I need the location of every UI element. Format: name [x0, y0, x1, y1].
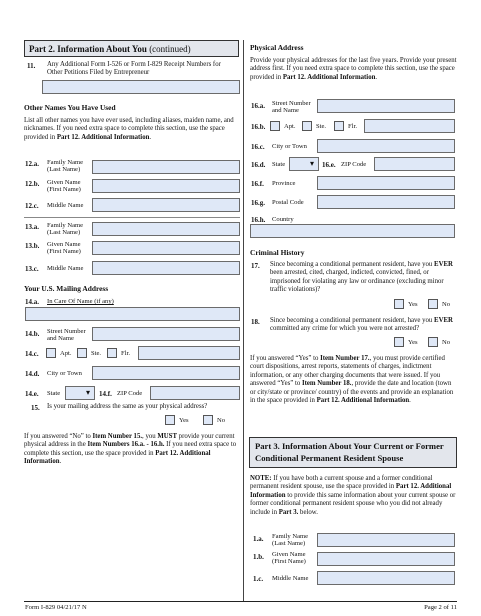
item16a-label: Street Number and Name [272, 100, 311, 114]
no-checkbox-17[interactable] [428, 299, 438, 309]
item14d-label: City or Town [47, 370, 82, 377]
no-label-18: No [442, 339, 451, 346]
item14b-label: Street Number and Name [47, 328, 86, 342]
zip-field-14f[interactable] [150, 386, 240, 400]
item16a-number: 16.a. [251, 102, 265, 110]
part3-header [249, 437, 457, 468]
part2-header [24, 40, 239, 57]
item14a-number: 14.a. [25, 298, 39, 306]
item11-label: Any Additional Form I-526 or Form I-829 Receipt Numbers for Other Petitions Filed by Entrepreneur [47, 61, 221, 77]
item11-receipt-field[interactable] [42, 80, 240, 94]
ste-checkbox-16b[interactable] [302, 121, 312, 131]
item1a-number: 1.a. [253, 535, 264, 543]
apt-label-16b: Apt. [284, 123, 296, 130]
item1b-number: 1.b. [253, 553, 264, 561]
form-identifier: Form I-829 04/21/17 N [25, 604, 87, 611]
item18-question: Since becoming a conditional permanent resident, have you EVER committed any crime for which you were not arrested? [270, 317, 453, 333]
family-name-field-12a[interactable] [92, 160, 240, 174]
item16d-number: 16.d. [251, 161, 266, 169]
item14e-number: 14.e. [25, 390, 39, 398]
yes-checkbox-17[interactable] [394, 299, 404, 309]
item16b-number: 16.b. [251, 123, 266, 131]
street-field-14b[interactable] [92, 327, 240, 341]
item13a-label: Family Name (Last Name) [47, 222, 84, 236]
part2-continued: (continued) [149, 44, 191, 54]
flr-checkbox-16b[interactable] [334, 121, 344, 131]
in-care-of-field[interactable] [25, 307, 240, 321]
item16c-number: 16.c. [251, 143, 265, 151]
page-number: Page 2 of 11 [424, 604, 457, 611]
item16e-number: 16.e. [322, 161, 336, 169]
given-name-field-12b[interactable] [92, 179, 240, 193]
flr-label-14c: Flr. [121, 350, 130, 357]
spouse-given-name-field[interactable] [317, 552, 455, 566]
country-field-16h[interactable] [250, 224, 455, 238]
item16g-number: 16.g. [251, 199, 265, 207]
item13b-number: 13.b. [25, 242, 40, 250]
item14f-number: 14.f. [99, 390, 112, 398]
family-name-field-13a[interactable] [92, 222, 240, 236]
criminal-history-instructions: If you answered “Yes” to Item Number 17., you must provide certified court dispositions, arrest reports, statements of charges, indictment information, or any other charging documents that were issued. If you answered “Yes” to Item Number 18., provide the date and location (town or city/state or province/ country) of the events and provide an explanation in the space provided in Part 12. Additional Information. [250, 355, 454, 405]
item17-number: 17. [251, 262, 260, 270]
flr-label-16b: Flr. [348, 123, 357, 130]
item16e-label: ZIP Code [341, 161, 367, 168]
item16f-number: 16.f. [251, 180, 264, 188]
ste-label-14c: Ste. [91, 350, 102, 357]
item14d-number: 14.d. [25, 370, 40, 378]
province-field-16f[interactable] [317, 176, 455, 190]
column-divider [243, 40, 244, 602]
city-field-14d[interactable] [92, 366, 240, 380]
item16d-label: State [272, 161, 286, 168]
item1c-number: 1.c. [253, 575, 264, 583]
yes-label-15: Yes [179, 417, 189, 424]
item13a-number: 13.a. [25, 223, 39, 231]
item15-question: Is your mailing address the same as your physical address? [47, 403, 208, 410]
chevron-down-icon: ▾ [86, 388, 91, 397]
item17-question: Since becoming a conditional permanent resident, have you EVER been arrested, cited, charged, indicted, convicted, fined, or imprisoned for violating any law or ordinance (excluding minor traffic violations)? [270, 261, 453, 294]
city-field-16c[interactable] [317, 139, 455, 153]
no-checkbox-15[interactable] [203, 415, 213, 425]
item14a-label: In Care Of Name (if any) [47, 298, 114, 305]
item13b-label: Given Name (First Name) [47, 241, 81, 255]
item15-number: 15. [31, 404, 40, 412]
item12c-label: Middle Name [47, 202, 84, 209]
postal-code-field-16g[interactable] [317, 195, 455, 209]
street-field-16a[interactable] [317, 99, 455, 113]
unit-number-field-16b[interactable] [364, 119, 455, 133]
item12c-number: 12.c. [25, 202, 39, 210]
item16c-label: City or Town [272, 143, 307, 150]
part3-note: NOTE: If you have both a current spouse and a former conditional permanent resident spouse, use the space provided in Part 12. Additional Information to provide this same information about your current spouse or former conditional permanent resident spouse who you did not already include in Part 3. below. [250, 475, 456, 516]
yes-label-18: Yes [408, 339, 418, 346]
zip-field-16e[interactable] [374, 157, 455, 171]
item14c-number: 14.c. [25, 350, 39, 358]
yes-checkbox-15[interactable] [165, 415, 175, 425]
part3-title: Part 3. Information About Your Current or Former Conditional Permanent Resident Spouse [255, 441, 444, 463]
unit-number-field-14c[interactable] [138, 346, 240, 360]
item16g-label: Postal Code [272, 199, 304, 206]
item12b-label: Given Name (First Name) [47, 179, 81, 193]
state-select-14e[interactable] [65, 386, 95, 400]
mailing-address-heading: Your U.S. Mailing Address [24, 284, 109, 293]
chevron-down-icon: ▾ [310, 159, 315, 168]
physical-address-heading: Physical Address [250, 43, 304, 52]
item1c-label: Middle Name [272, 575, 309, 582]
spouse-middle-name-field[interactable] [317, 571, 455, 585]
ste-checkbox-14c[interactable] [77, 348, 87, 358]
item1b-label: Given Name (First Name) [272, 551, 306, 565]
physical-address-instructions: Provide your physical addresses for the last five years. Provide your present address first. If you need extra space to complete this section, use the space provided in Part 12. Additional Information. [250, 57, 457, 81]
item11-number: 11. [27, 62, 36, 70]
middle-name-field-12c[interactable] [92, 198, 240, 212]
spouse-family-name-field[interactable] [317, 533, 455, 547]
item14e-label: State [47, 390, 61, 397]
middle-name-field-13c[interactable] [92, 261, 240, 275]
other-names-heading: Other Names You Have Used [24, 103, 116, 112]
footer-rule [24, 601, 457, 602]
item16h-number: 16.h. [251, 216, 266, 224]
item12b-number: 12.b. [25, 180, 40, 188]
part2-title: Part 2. Information About You [29, 44, 150, 54]
other-names-instructions: List all other names you have ever used, including aliases, maiden name, and nicknames. If you need extra space to complete this section, use the space provided in Part 12. Additional Information. [24, 117, 234, 141]
item15-instructions: If you answered “No” to Item Number 15., you MUST provide your current physical address in the Item Numbers 16.a. - 16.h. If you need extra space to complete this section, use the space provided in Part 12. Additional Information. [24, 433, 237, 466]
item18-number: 18. [251, 318, 260, 326]
state-select-16d[interactable] [289, 157, 319, 171]
item12a-label: Family Name (Last Name) [47, 159, 84, 173]
apt-label-14c: Apt. [60, 350, 72, 357]
item14f-label: ZIP Code [117, 390, 143, 397]
apt-checkbox-14c[interactable] [46, 348, 56, 358]
criminal-history-heading: Criminal History [250, 248, 305, 257]
item14b-number: 14.b. [25, 330, 40, 338]
no-label-17: No [442, 301, 451, 308]
no-label-15: No [217, 417, 226, 424]
item13c-number: 13.c. [25, 265, 39, 273]
item13c-label: Middle Name [47, 265, 84, 272]
no-checkbox-18[interactable] [428, 337, 438, 347]
item16f-label: Province [272, 180, 296, 187]
yes-label-17: Yes [408, 301, 418, 308]
ste-label-16b: Ste. [316, 123, 327, 130]
item16h-label: Country [272, 216, 294, 223]
item12a-number: 12.a. [25, 160, 39, 168]
given-name-field-13b[interactable] [92, 241, 240, 255]
flr-checkbox-14c[interactable] [107, 348, 117, 358]
apt-checkbox-16b[interactable] [270, 121, 280, 131]
separator-12-13 [24, 217, 240, 218]
item1a-label: Family Name (Last Name) [272, 533, 309, 547]
yes-checkbox-18[interactable] [394, 337, 404, 347]
